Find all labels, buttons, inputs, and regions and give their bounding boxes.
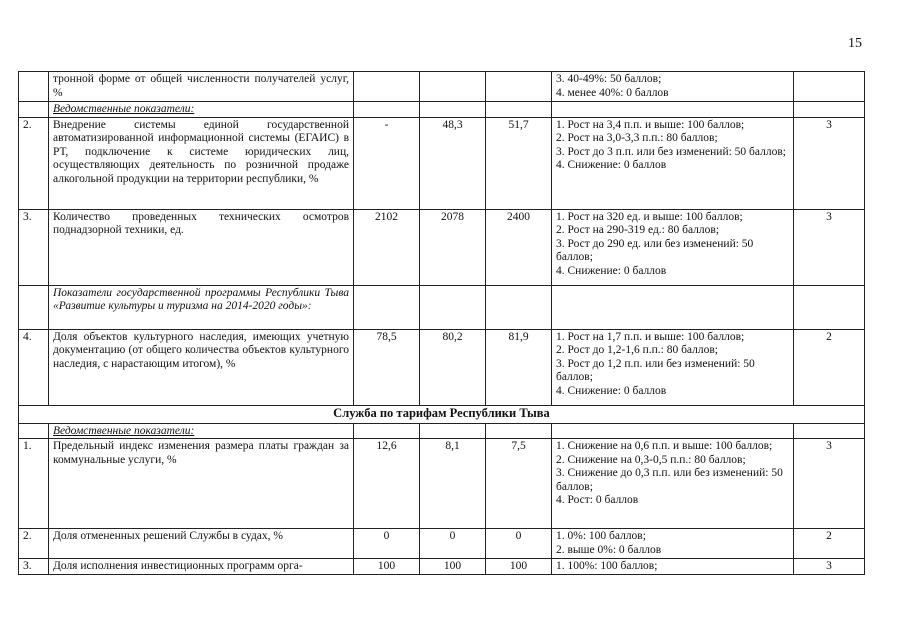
criteria-line: 3. Рост до 290 ед. или без изменений: 50 баллов; — [556, 237, 754, 263]
score-cell: 3 — [794, 117, 865, 209]
table-row — [19, 529, 865, 559]
value-cell-1: - — [354, 117, 420, 209]
value-cell-3: 2400 — [486, 209, 552, 285]
value-cell-2: 2078 — [420, 209, 486, 285]
criteria-line: 1. Рост на 3,4 п.п. и выше: 100 баллов; — [556, 118, 745, 131]
table-row — [19, 559, 865, 575]
value-cell-1: 0 — [354, 529, 420, 559]
value-cell-3: 7,5 — [486, 439, 552, 529]
row-number: 3. — [19, 209, 49, 285]
criteria-line: 2. выше 0%: 0 баллов — [556, 543, 662, 556]
score-cell: 2 — [794, 529, 865, 559]
criteria-line: 1. Снижение на 0,6 п.п. и выше: 100 баллов; — [556, 440, 773, 452]
score-cell: 3 — [794, 439, 865, 529]
section-title: Ведомственные показатели: — [49, 423, 354, 439]
indicator-name: Внедрение системы единой государственной автоматизированной информационной системы (ЕГАИС) в РТ, подключение к системе юридических лиц, осуществляющих деятельность по розничной продаже алкогольной продукции на территории республики, % — [49, 117, 354, 209]
criteria-cell — [552, 329, 794, 405]
value-cell-1: 100 — [354, 559, 420, 575]
criteria-line: 2. Рост на 290-319 ед.: 80 баллов; — [556, 224, 720, 236]
value-cell-3: 100 — [486, 559, 552, 575]
indicator-name: тронной форме от общей численности получателей услуг, % — [49, 72, 354, 102]
row-number: 2. — [19, 117, 49, 209]
value-cell-3: 81,9 — [486, 329, 552, 405]
criteria-cell — [552, 529, 794, 559]
criteria-line: 4. Снижение: 0 баллов — [556, 384, 667, 397]
criteria-line: 2. Рост на 3,0-3,3 п.п.: 80 баллов; — [556, 132, 718, 144]
value-cell-3: 51,7 — [486, 117, 552, 209]
indicator-name: Доля объектов культурного наследия, имеющих учетную документацию (от общего количества объектов культурного наследия, с нарастающим итогом), % — [49, 329, 354, 405]
page-number: 15 — [848, 36, 862, 51]
section-title: Ведомственные показатели: — [49, 102, 354, 118]
table-row — [19, 329, 865, 405]
table-row-section — [19, 102, 865, 118]
table-row-program — [19, 285, 865, 329]
row-number-cell — [19, 72, 49, 102]
criteria-line: 3. Рост до 1,2 п.п. или без изменений: 50 баллов; — [556, 357, 755, 383]
criteria-line: 2. Снижение на 0,3-0,5 п.п.: 80 баллов; — [556, 453, 746, 466]
criteria-line: 2. Рост до 1,2-1,6 п.п.: 80 баллов; — [556, 344, 718, 356]
value-cell-3: 0 — [486, 529, 552, 559]
criteria-cell — [552, 439, 794, 529]
indicators-table — [18, 71, 865, 575]
indicator-name: Доля исполнения инвестиционных программ орга- — [49, 559, 354, 575]
score-cell: 2 — [794, 329, 865, 405]
value-cell-2: 80,2 — [420, 329, 486, 405]
row-number: 4. — [19, 329, 49, 405]
table-row-section — [19, 423, 865, 439]
table-row-agency-heading — [19, 405, 865, 423]
criteria-line: 4. Рост: 0 баллов — [556, 494, 639, 506]
criteria-line: 3. Снижение до 0,3 п.п. или без изменений: 50 баллов; — [556, 467, 783, 493]
criteria-cell — [552, 559, 794, 575]
criteria-line: 3. 40-49%: 50 баллов; — [556, 73, 662, 85]
row-number: 3. — [19, 559, 49, 575]
table-row-continuation — [19, 72, 865, 102]
criteria-line: 1. Рост на 1,7 п.п. и выше: 100 баллов; — [556, 330, 745, 343]
indicator-name: Количество проведенных технических осмотров поднадзорной техники, ед. — [49, 209, 354, 285]
criteria-line: 1. 100%: 100 баллов; — [556, 560, 658, 572]
value-cell-2: 0 — [420, 529, 486, 559]
score-cell: 3 — [794, 209, 865, 285]
criteria-cell — [552, 209, 794, 285]
value-cell-2: 48,3 — [420, 117, 486, 209]
criteria-line: 4. менее 40%: 0 баллов — [556, 86, 669, 99]
criteria-cell — [552, 117, 794, 209]
value-cell-1: 2102 — [354, 209, 420, 285]
row-number: 1. — [19, 439, 49, 529]
value-cell-1: 78,5 — [354, 329, 420, 405]
criteria-line: 1. 0%: 100 баллов; — [556, 530, 646, 542]
indicator-name: Доля отмененных решений Службы в судах, % — [49, 529, 354, 559]
table-row — [19, 117, 865, 209]
indicator-name: Предельный индекс изменения размера платы граждан за коммунальные услуги, % — [49, 439, 354, 529]
row-number: 2. — [19, 529, 49, 559]
criteria-line: 1. Рост на 320 ед. и выше: 100 баллов; — [556, 210, 743, 223]
agency-heading: Служба по тарифам Республики Тыва — [19, 405, 865, 423]
table-row — [19, 209, 865, 285]
value-cell-1: 12,6 — [354, 439, 420, 529]
criteria-cell — [552, 72, 794, 102]
score-cell: 3 — [794, 559, 865, 575]
table-row — [19, 439, 865, 529]
criteria-line: 4. Снижение: 0 баллов — [556, 159, 667, 171]
program-title: Показатели государственной программы Республики Тыва «Развитие культуры и туризма на 2014-2020 годы»: — [49, 285, 354, 329]
criteria-line: 4. Снижение: 0 баллов — [556, 264, 667, 277]
value-cell-2: 100 — [420, 559, 486, 575]
value-cell-2: 8,1 — [420, 439, 486, 529]
criteria-line: 3. Рост до 3 п.п. или без изменений: 50 баллов; — [556, 145, 786, 158]
